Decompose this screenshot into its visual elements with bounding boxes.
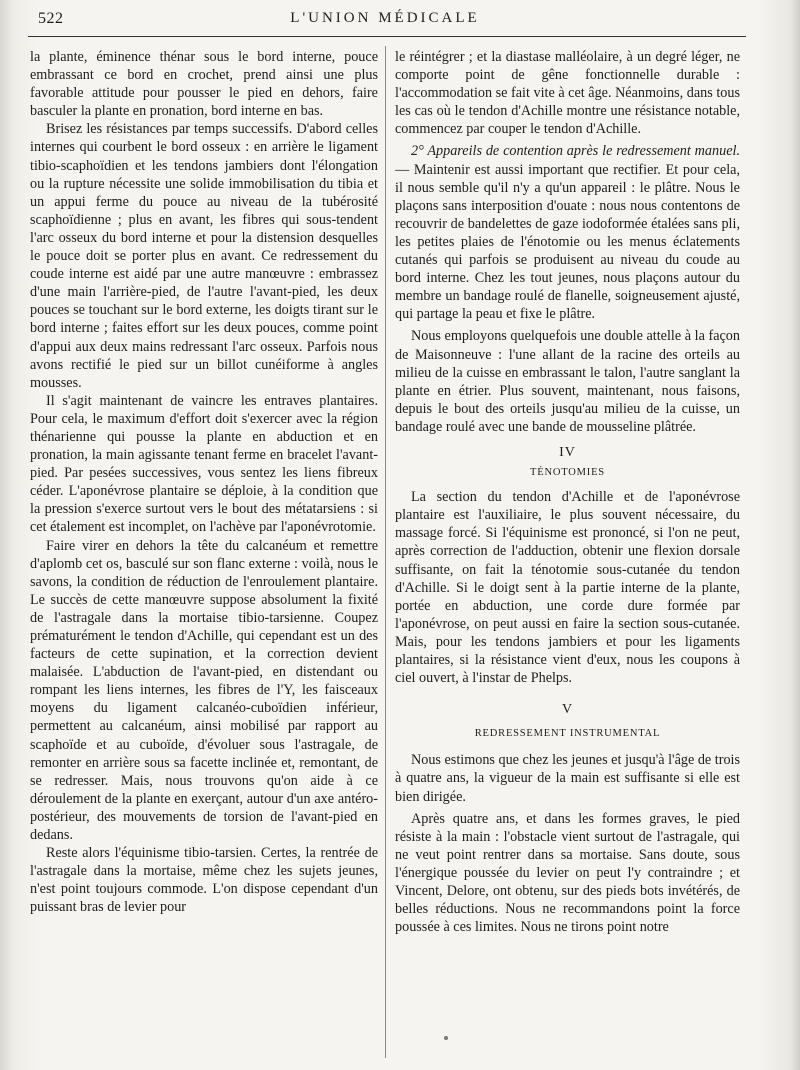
section-number: IV: [559, 444, 576, 460]
paragraph: Reste alors l'équinisme tibio-tarsien. Certes, la rentrée de l'astragale dans la mortaise, même chez les sujets jeunes, n'est point toujours commode. L'on dispose cependant d'un puissant bras de levier pour: [30, 845, 378, 916]
print-speck: [444, 1036, 448, 1040]
page-header: [30, 6, 740, 34]
running-title: L'UNION MÉDICALE: [290, 10, 480, 26]
paragraph: [395, 142, 740, 323]
paragraph: La section du tendon d'Achille et de l'aponévrose plantaire est l'auxiliaire, le plus souvent nécessaire, du massage forcé. Si l'équinisme est prononcé, si l'on ne peut, après correction de l'adduction, obtenir une flexion dorsale suffisante, on fait la ténotomie sous-cutanée du tendon d'Achille. Si le doigt sent à la partie interne de la plante, portée en abduction, une corde dure formée par l'aponévrose, on peut aussi en faire la section sous-cutanée. Mais, pour les tendons jambiers et pour les ligaments plantaires, si la résistance vient d'eux, nous les coupons à ciel ouvert, à l'instar de Phelps.: [395, 489, 740, 687]
paragraph: Brisez les résistances par temps successifs. D'abord celles internes qui courbent le bord osseux : en arrière le ligament tibio-scaphoïdien et les tendons jambiers dont l'élongation ou la rupture nécessite une solide immobilisation du tibia et un appui ferme du pouce au niveau de la tubérosité scaphoïdienne ; plus en avant, les fibres qui sous-tendent l'arc osseux du bord interne et pour la distension desquelles le pouce doit se porter plus en avant. Ce redressement du coude interne est aidé par une autre manœuvre : embrassez d'une main l'arrière-pied, de l'autre l'avant-pied, les deux pouces se touchant sur le bord externe, les doigts tirant sur le bord interne ; faites effort sur les deux pouces, comme point d'appui aux deux mains redressant l'arc osseux. Parfois nous avons rectifié le pied sur un billot cunéiforme à angles mousses.: [30, 121, 378, 391]
section-title: TÉNOTOMIES: [530, 467, 605, 479]
left-column: [30, 48, 378, 917]
paragraph: Il s'agit maintenant de vaincre les entraves plantaires. Pour cela, le maximum d'effort doit s'exercer avec la région thénarienne qui pousse la plante en abduction et en pronation, la main agissante tenant ferme en bracelet l'avant-pied. Par pesées successives, vous sentez les liens fibreux céder. L'aponévrose plantaire se déploie, à la condition que la pression s'exerce surtout vers le bout des métatarsiens : si cet étalement est incomplet, on l'achève par l'aponévrotomie.: [30, 392, 378, 536]
section-number: V: [561, 702, 574, 718]
header-rule: [28, 36, 746, 37]
subsection-heading: 2° Appareils de contention après le redressement manuel.: [411, 143, 740, 160]
right-column: [395, 48, 740, 936]
paragraph: la plante, éminence thénar sous le bord interne, pouce embrassant ce bord en crochet, prend ainsi une plus favorable attitude pour pousser le pied en dehors, faire basculer la plante en pronation, bord interne en bas.: [30, 49, 378, 120]
paragraph: Faire virer en dehors la tête du calcanéum et remettre d'aplomb cet os, basculé sur son flanc externe : voilà, nous le savons, la condition de réduction de l'enroulement plantaire. Le succès de cette manœuvre suppose absolument la fixité de l'astragale dans la mortaise tibio-tarsienne. Coupez prématurément le tendon d'Achille, qui cependant est un des facteurs de cette supination, et la correction devient malaisée. L'abduction de l'avant-pied, en distendant ou rompant les liens internes, les fibres de l'Y, les faisceaux moyens du ligament calcanéo-cuboïdien inférieur, permettent au calcanéum, ainsi mobilisé par rapport au scaphoïde et au cuboïde, d'évoluer sous l'astragale, de remonter en arrière sous sa facette inclinée et, remontant, de se redresser. Mais, nous trouvons qu'on aide à ce déroulement de la plante en exerçant, autour d'un axe antéro-postérieur, des mouvements de torsion de l'avant-pied en dedans.: [30, 537, 378, 844]
page-number: 522: [38, 10, 64, 27]
paragraph: Nous employons quelquefois une double attelle à la façon de Maisonneuve : l'une allant de la racine des orteils au milieu de la cuisse en embrassant le talon, l'autre sanglant la plante en étrier. Plus souvent, maintenant, nous faisons, depuis le bout des orteils jusqu'au milieu de la cuisse, un bandage roulé avec une bande de mousseline plâtrée.: [395, 328, 740, 435]
paragraph: Nous estimons que chez les jeunes et jusqu'à l'âge de trois à quatre ans, la vigueur de la main est suffisante si elle est bien dirigée.: [395, 752, 740, 805]
paragraph: Après quatre ans, et dans les formes graves, le pied résiste à la main : l'obstacle vient surtout de l'astragale, qui ne veut point rentrer dans sa mortaise. Sans doute, sous l'énergique poussée du levier on peut l'y contraindre ; et Vincent, Delore, ont obtenu, sur des pieds bots invétérés, de belles réductions. Nous ne recommandons point la force poussée à ces limites. Nous ne tirons point notre: [395, 810, 740, 936]
paragraph-text: — Maintenir est aussi important que rectifier. Et pour cela, il nous semble qu'il n'y a qu'un appareil : le plâtre. Nous le plaçons sans interposition d'ouate : nous nous contentons de recouvrir de bandelettes de gaze iodoformée étalées sans pli, les petites plaies de l'énotomie ou les menus éclatements cutanés qui parfois se produisent au niveau du coude au bord interne. Chez les tout jeunes, nous plaçons autour du membre un bandage roulé de flanelle, soigneusement ajusté, qui partage la peau et fixe le plâtre.: [395, 161, 740, 323]
section-title: REDRESSEMENT INSTRUMENTAL: [474, 728, 661, 740]
column-divider: [385, 46, 386, 1058]
paragraph: le réintégrer ; et la diastase malléolaire, à un degré léger, ne comporte point de gêne fonctionnelle durable : l'accommodation se fait vite à cet âge. Néanmoins, dans tous les cas où le tendon d'Achille montre une résistance notable, commencez par couper le tendon d'Achille.: [395, 49, 740, 138]
